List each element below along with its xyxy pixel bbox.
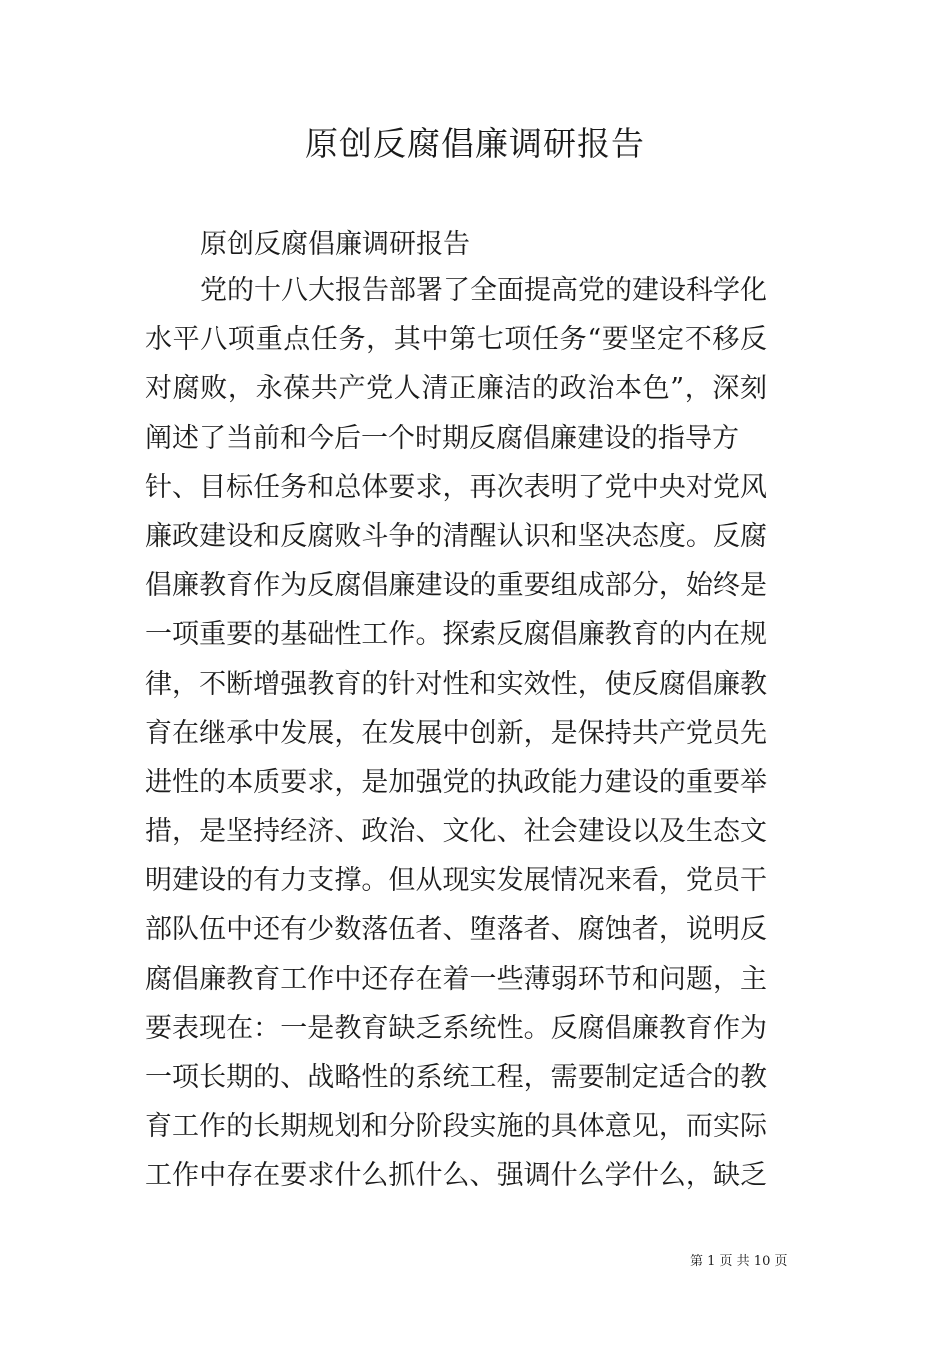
body-line: 对腐败，永葆共产党人清正廉洁的政治本色”，深刻: [145, 373, 767, 405]
body-paragraph: [145, 266, 767, 1201]
body-line: 腐倡廉教育工作中还存在着一些薄弱环节和问题，主: [145, 963, 767, 995]
body-line: 进性的本质要求，是加强党的执政能力建设的重要举: [145, 766, 767, 798]
body-line: 党的十八大报告部署了全面提高党的建设科学化: [200, 275, 767, 306]
body-line: 一项重要的基础性工作。探索反腐倡廉教育的内在规: [145, 619, 767, 651]
document-title: 原创反腐倡廉调研报告: [305, 124, 645, 163]
body-line: 育在继承中发展，在发展中创新，是保持共产党员先: [145, 717, 767, 749]
body-line: 部队伍中还有少数落伍者、堕落者、腐蚀者，说明反: [145, 914, 767, 946]
body-line: 针、目标任务和总体要求，再次表明了党中央对党风: [145, 471, 767, 503]
body-line: 水平八项重点任务，其中第七项任务“要坚定不移反: [145, 324, 767, 356]
body-line: 明建设的有力支撑。但从现实发展情况来看，党员干: [145, 865, 767, 897]
body-line: 倡廉教育作为反腐倡廉建设的重要组成部分，始终是: [145, 570, 767, 602]
page-number: 第 1 页 共 10 页: [690, 1254, 788, 1269]
body-line: 要表现在：一是教育缺乏系统性。反腐倡廉教育作为: [145, 1012, 767, 1044]
body-line: 措，是坚持经济、政治、文化、社会建设以及生态文: [145, 816, 767, 848]
document-subtitle: 原创反腐倡廉调研报告: [200, 229, 470, 260]
body-line: 律，不断增强教育的针对性和实效性，使反腐倡廉教: [145, 668, 767, 700]
body-line: 育工作的长期规划和分阶段实施的具体意见，而实际: [145, 1111, 767, 1143]
body-line: 工作中存在要求什么抓什么、强调什么学什么，缺乏: [145, 1160, 767, 1192]
body-line: 一项长期的、战略性的系统工程，需要制定适合的教: [145, 1062, 767, 1093]
body-line: 廉政建设和反腐败斗争的清醒认识和坚决态度。反腐: [145, 520, 767, 552]
body-line: 阐述了当前和今后一个时期反腐倡廉建设的指导方: [145, 422, 739, 454]
